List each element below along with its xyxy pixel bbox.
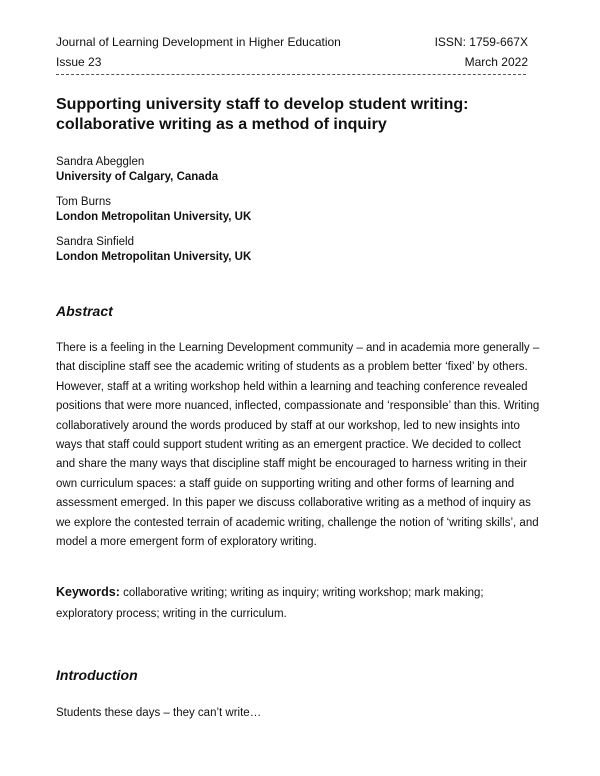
keywords-block [56,582,540,625]
abstract-text: There is a feeling in the Learning Development community – and in academia more generally – that discipline staff see the academic writing of students as a problem better ‘fixed’ by others. However, staff at a writing workshop held within a learning and teaching conference revealed positions that were more nuanced, inflected, compassionate and ‘responsible’ than this. Writing collaboratively around the words produced by staff at our workshop, led to new insights into ways that staff could support student writing as an emergent practice. We decided to collect and share the many ways that discipline staff might be encouraged to harness writing in their own curriculum spaces: a staff guide on supporting writing and other forms of learning and assessment emerged. In this paper we discuss collaborative writing as a method of inquiry as we explore the contested terrain of academic writing, challenge the notion of ‘writing skills’, and model a more emergent form of exploratory writing. [56,342,540,549]
author-block [56,155,218,185]
running-header [56,35,528,49]
issue-date: March 2022 [464,55,528,69]
issue-number: Issue 23 [56,55,102,69]
author-name: Sandra Sinfield [56,236,134,248]
keywords-text: collaborative writing; writing as inquiry; writing workshop; mark making; exploratory process; writing in the curriculum. [56,587,484,620]
author-block [56,195,251,225]
introduction-heading: Introduction [56,667,138,683]
author-affiliation: University of Calgary, Canada [56,171,219,183]
author-name: Tom Burns [56,196,111,208]
keywords-label: Keywords: [56,585,120,599]
issue-row [56,55,528,69]
issn: ISSN: 1759-667X [434,35,528,49]
introduction-text: Students these days – they can’t write… [56,707,262,719]
author-affiliation: London Metropolitan University, UK [56,211,252,223]
author-name: Sandra Abegglen [56,156,145,168]
paper-title: Supporting university staff to develop student writing: collaborative writing as a method of inquiry [56,96,469,133]
journal-name: Journal of Learning Development in Higher Education [56,35,341,49]
author-affiliation: London Metropolitan University, UK [56,251,252,263]
header-divider [56,74,526,75]
author-block [56,235,251,265]
abstract-heading: Abstract [56,303,113,319]
